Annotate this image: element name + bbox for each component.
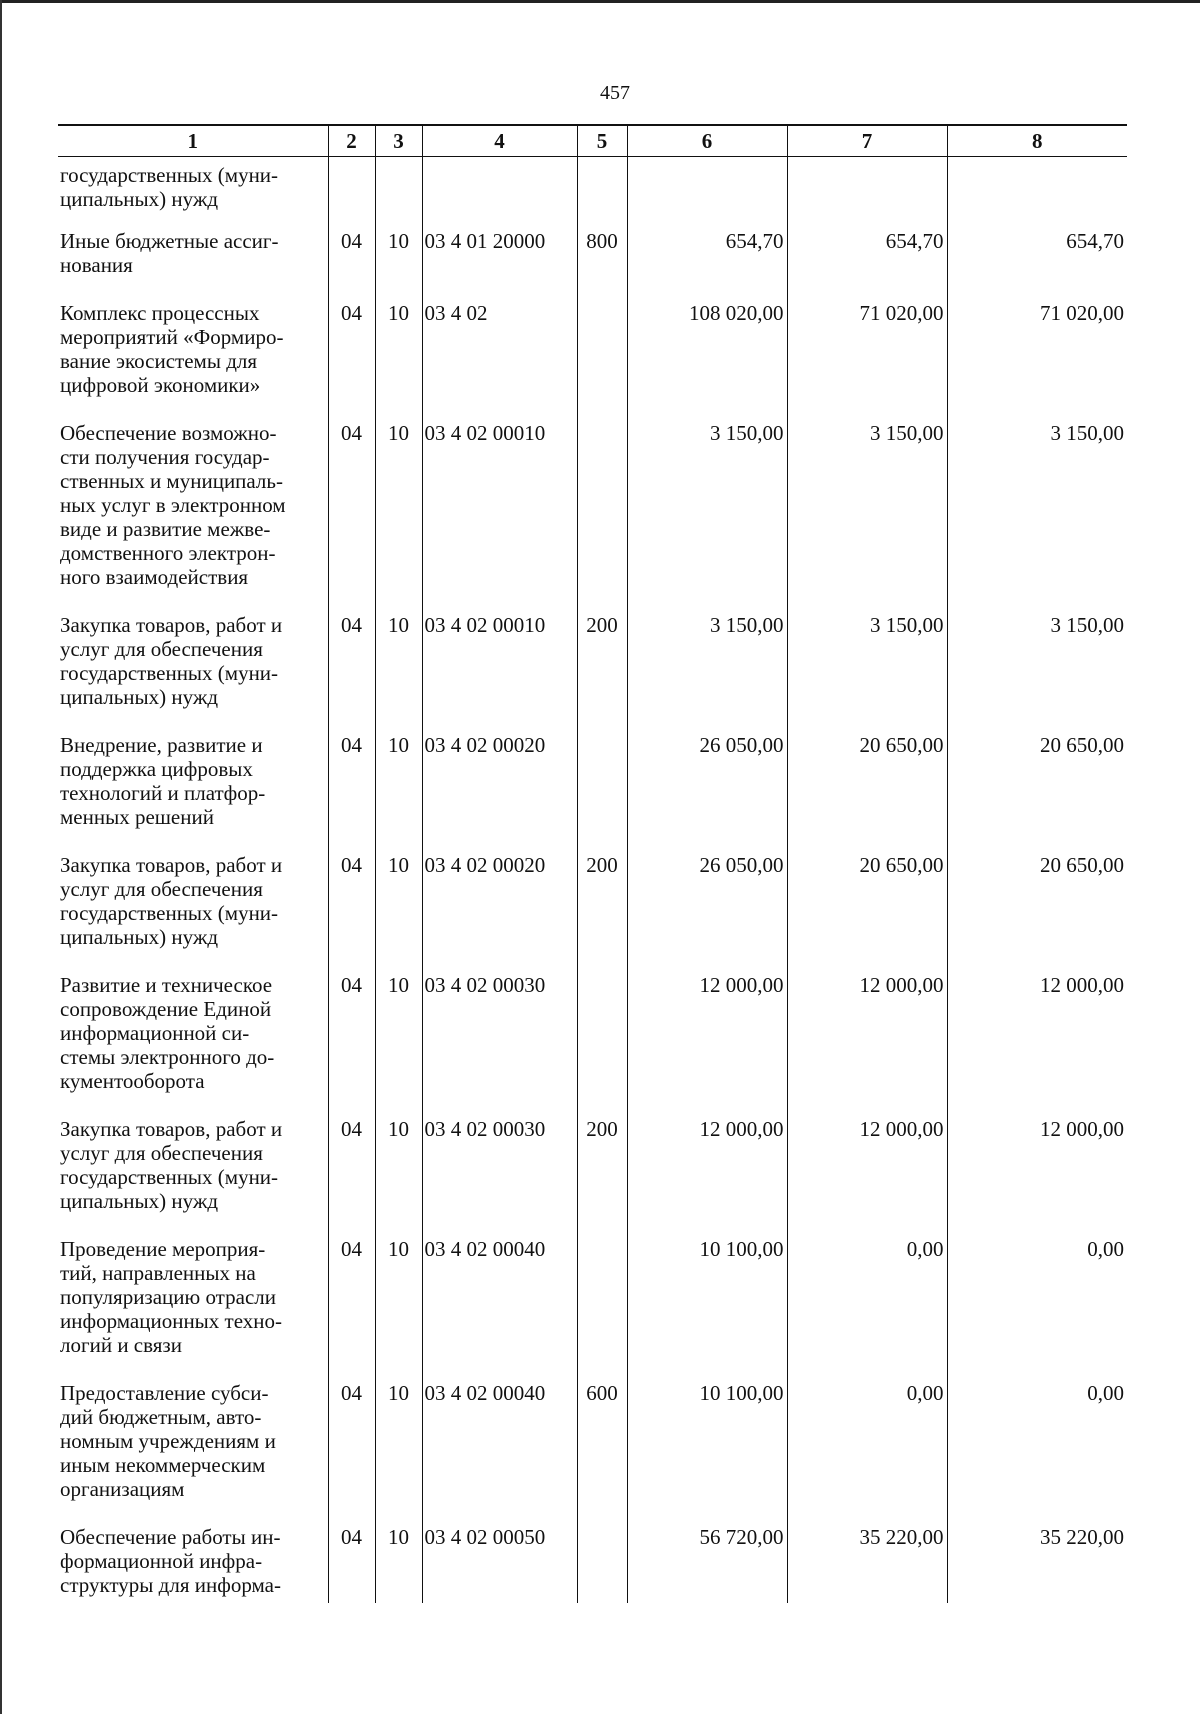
row-amount-col6: 654,70 (627, 225, 787, 297)
table-body (58, 157, 1127, 1604)
row-expense-type (577, 729, 627, 849)
row-amount-col7: 35 220,00 (787, 1521, 947, 1603)
row-name-line: информационной си- (60, 1021, 250, 1045)
row-section: 04 (328, 1521, 375, 1603)
row-expense-type: 200 (577, 1113, 627, 1233)
header-col-3: 3 (375, 125, 422, 157)
row-name-line: домственного электрон- (60, 541, 276, 565)
row-expense-type: 200 (577, 849, 627, 969)
row-amount-col8: 0,00 (947, 1233, 1127, 1377)
row-amount-col8: 654,70 (947, 225, 1127, 297)
row-name-line: Обеспечение работы ин- (60, 1525, 281, 1549)
row-target-article: 03 4 02 00050 (422, 1521, 577, 1603)
row-subsection: 10 (375, 609, 422, 729)
header-col-2: 2 (328, 125, 375, 157)
row-name-line: услуг для обеспечения (60, 877, 263, 901)
row-name-line: вание экосистемы для (60, 349, 258, 373)
header-col-7: 7 (787, 125, 947, 157)
table-row (58, 1521, 1127, 1603)
row-name-line: государственных (муни- (60, 661, 279, 685)
row-section: 04 (328, 969, 375, 1113)
row-name-line: сопровождение Единой (60, 997, 272, 1021)
row-amount-col7: 20 650,00 (787, 729, 947, 849)
row-name-line: государственных (муни- (60, 163, 279, 187)
row-name-line: ципальных) нужд (60, 685, 219, 709)
row-amount-col8: 0,00 (947, 1377, 1127, 1521)
row-target-article: 03 4 02 00030 (422, 1113, 577, 1233)
row-name-line: дий бюджетным, авто- (60, 1405, 262, 1429)
row-amount-col7: 3 150,00 (787, 417, 947, 609)
row-amount-col6: 10 100,00 (627, 1377, 787, 1521)
row-name (58, 225, 328, 297)
row-amount-col6: 10 100,00 (627, 1233, 787, 1377)
row-name-line: Обеспечение возможно- (60, 421, 277, 445)
row-target-article: 03 4 02 (422, 297, 577, 417)
row-name-line: номным учреждениям и (60, 1429, 276, 1453)
row-amount-col8: 12 000,00 (947, 969, 1127, 1113)
row-name-line: Развитие и техническое (60, 973, 273, 997)
row-section (328, 157, 375, 226)
row-amount-col7 (787, 157, 947, 226)
row-expense-type (577, 297, 627, 417)
row-target-article: 03 4 02 00030 (422, 969, 577, 1113)
row-section: 04 (328, 1233, 375, 1377)
row-amount-col7: 71 020,00 (787, 297, 947, 417)
row-name-line: ного взаимодействия (60, 565, 249, 589)
row-section: 04 (328, 1377, 375, 1521)
row-name-line: цифровой экономики» (60, 373, 261, 397)
row-subsection: 10 (375, 1233, 422, 1377)
row-name (58, 1377, 328, 1521)
row-amount-col6: 26 050,00 (627, 849, 787, 969)
row-section: 04 (328, 729, 375, 849)
scan-edge-top (0, 0, 1200, 3)
row-name (58, 609, 328, 729)
row-name-line: виде и развитие межве- (60, 517, 271, 541)
table-row (58, 1113, 1127, 1233)
row-expense-type (577, 1521, 627, 1603)
row-amount-col6: 3 150,00 (627, 609, 787, 729)
row-amount-col7: 0,00 (787, 1377, 947, 1521)
row-amount-col8: 3 150,00 (947, 417, 1127, 609)
row-name-line: структуры для информа- (60, 1573, 281, 1597)
row-amount-col8 (947, 157, 1127, 226)
row-expense-type: 600 (577, 1377, 627, 1521)
row-amount-col7: 3 150,00 (787, 609, 947, 729)
row-subsection: 10 (375, 729, 422, 849)
table-row (58, 1233, 1127, 1377)
row-expense-type (577, 969, 627, 1113)
row-subsection: 10 (375, 1377, 422, 1521)
table-row (58, 969, 1127, 1113)
row-amount-col7: 12 000,00 (787, 1113, 947, 1233)
row-target-article (422, 157, 577, 226)
row-section: 04 (328, 297, 375, 417)
row-subsection: 10 (375, 225, 422, 297)
row-subsection (375, 157, 422, 226)
row-name-line: Закупка товаров, работ и (60, 1117, 283, 1141)
row-name (58, 297, 328, 417)
row-name-line: нования (60, 253, 133, 277)
header-row (58, 125, 1127, 157)
row-name (58, 157, 328, 226)
row-name-line: Комплекс процессных (60, 301, 260, 325)
row-name-line: Иные бюджетные ассиг- (60, 229, 279, 253)
row-name-line: кументооборота (60, 1069, 205, 1093)
row-name-line: менных решений (60, 805, 214, 829)
row-amount-col6: 3 150,00 (627, 417, 787, 609)
row-expense-type (577, 1233, 627, 1377)
row-expense-type: 200 (577, 609, 627, 729)
row-name-line: Закупка товаров, работ и (60, 613, 283, 637)
row-expense-type (577, 417, 627, 609)
table-row (58, 225, 1127, 297)
row-subsection: 10 (375, 1113, 422, 1233)
row-name-line: ципальных) нужд (60, 187, 219, 211)
row-amount-col7: 20 650,00 (787, 849, 947, 969)
row-name-line: ципальных) нужд (60, 1189, 219, 1213)
row-name-line: услуг для обеспечения (60, 1141, 263, 1165)
row-name-line: организациям (60, 1477, 185, 1501)
table-row (58, 297, 1127, 417)
row-name-line: Проведение мероприя- (60, 1237, 266, 1261)
row-section: 04 (328, 417, 375, 609)
row-amount-col8: 35 220,00 (947, 1521, 1127, 1603)
row-subsection: 10 (375, 969, 422, 1113)
row-amount-col8: 20 650,00 (947, 729, 1127, 849)
row-expense-type: 800 (577, 225, 627, 297)
table-row (58, 609, 1127, 729)
row-subsection: 10 (375, 297, 422, 417)
scan-edge-left (0, 0, 2, 1714)
row-name-line: ципальных) нужд (60, 925, 219, 949)
row-name-line: мероприятий «Формиро- (60, 325, 284, 349)
row-target-article: 03 4 02 00020 (422, 849, 577, 969)
row-amount-col8: 71 020,00 (947, 297, 1127, 417)
row-amount-col6: 108 020,00 (627, 297, 787, 417)
row-name (58, 417, 328, 609)
row-name (58, 729, 328, 849)
row-name (58, 969, 328, 1113)
row-target-article: 03 4 02 00020 (422, 729, 577, 849)
table-row (58, 1377, 1127, 1521)
row-name-line: ственных и муниципаль- (60, 469, 283, 493)
row-name (58, 849, 328, 969)
row-name-line: Предоставление субси- (60, 1381, 269, 1405)
row-name-line: иным некоммерческим (60, 1453, 266, 1477)
row-name-line: тий, направленных на (60, 1261, 256, 1285)
table-row (58, 417, 1127, 609)
table-row (58, 729, 1127, 849)
table-row (58, 849, 1127, 969)
row-name-line: Закупка товаров, работ и (60, 853, 283, 877)
page-number: 457 (600, 82, 630, 104)
row-name-line: государственных (муни- (60, 1165, 279, 1189)
row-amount-col8: 20 650,00 (947, 849, 1127, 969)
budget-table (58, 124, 1127, 1603)
row-amount-col6 (627, 157, 787, 226)
row-section: 04 (328, 225, 375, 297)
row-name-line: сти получения государ- (60, 445, 270, 469)
row-section: 04 (328, 849, 375, 969)
row-amount-col7: 12 000,00 (787, 969, 947, 1113)
row-expense-type (577, 157, 627, 226)
row-target-article: 03 4 02 00040 (422, 1233, 577, 1377)
row-subsection: 10 (375, 1521, 422, 1603)
row-name-line: популяризацию отрасли (60, 1285, 276, 1309)
row-name-line: информационных техно- (60, 1309, 282, 1333)
row-subsection: 10 (375, 417, 422, 609)
header-col-6: 6 (627, 125, 787, 157)
row-section: 04 (328, 609, 375, 729)
row-name-line: логий и связи (60, 1333, 182, 1357)
row-amount-col6: 56 720,00 (627, 1521, 787, 1603)
row-amount-col6: 12 000,00 (627, 1113, 787, 1233)
header-col-8: 8 (947, 125, 1127, 157)
header-col-4: 4 (422, 125, 577, 157)
header-col-5: 5 (577, 125, 627, 157)
row-amount-col8: 3 150,00 (947, 609, 1127, 729)
row-name-line: технологий и платфор- (60, 781, 266, 805)
row-target-article: 03 4 02 00010 (422, 417, 577, 609)
row-amount-col6: 26 050,00 (627, 729, 787, 849)
table-row (58, 157, 1127, 226)
row-name-line: формационной инфра- (60, 1549, 263, 1573)
row-amount-col6: 12 000,00 (627, 969, 787, 1113)
row-section: 04 (328, 1113, 375, 1233)
row-name (58, 1521, 328, 1603)
row-name-line: стемы электронного до- (60, 1045, 275, 1069)
row-target-article: 03 4 01 20000 (422, 225, 577, 297)
row-target-article: 03 4 02 00010 (422, 609, 577, 729)
row-name-line: ных услуг в электронном (60, 493, 286, 517)
row-amount-col8: 12 000,00 (947, 1113, 1127, 1233)
row-amount-col7: 654,70 (787, 225, 947, 297)
row-name (58, 1113, 328, 1233)
row-target-article: 03 4 02 00040 (422, 1377, 577, 1521)
row-name (58, 1233, 328, 1377)
row-amount-col7: 0,00 (787, 1233, 947, 1377)
header-col-1: 1 (58, 125, 328, 157)
row-name-line: поддержка цифровых (60, 757, 253, 781)
row-subsection: 10 (375, 849, 422, 969)
row-name-line: государственных (муни- (60, 901, 279, 925)
row-name-line: услуг для обеспечения (60, 637, 263, 661)
row-name-line: Внедрение, развитие и (60, 733, 263, 757)
